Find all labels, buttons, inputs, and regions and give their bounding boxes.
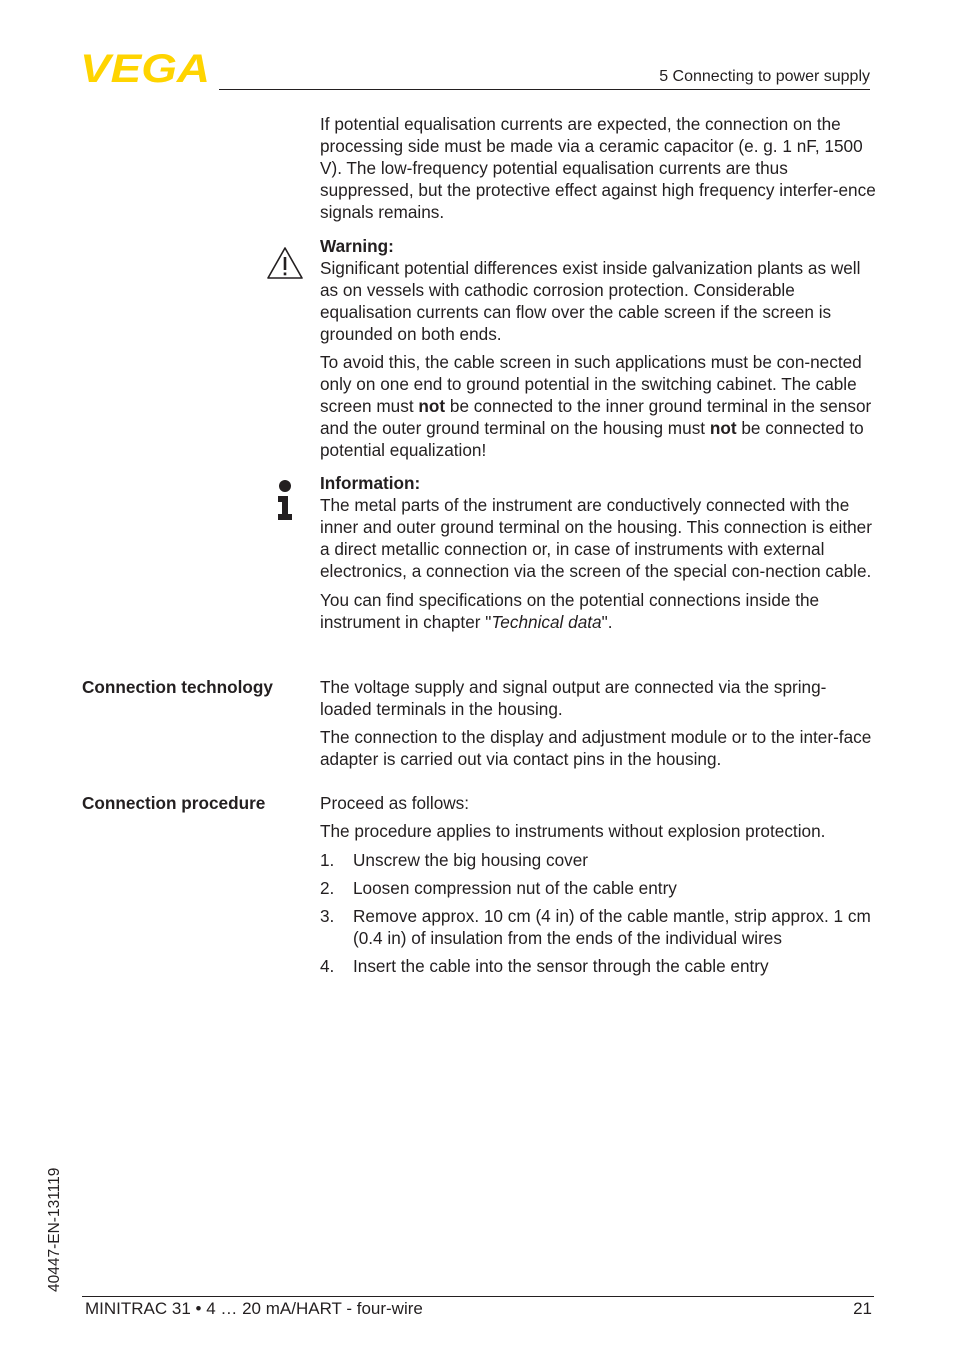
warning-title: Warning: xyxy=(320,236,394,256)
connection-technology-paragraph-1: The voltage supply and signal output are connected via the spring-loaded terminals in the housing. xyxy=(320,677,827,719)
header-section-title: 5 Connecting to power supply xyxy=(659,68,870,85)
document-id: 40447-EN-131119 xyxy=(46,1167,63,1292)
information-title: Information: xyxy=(320,473,421,493)
connection-procedure-label: Connection procedure xyxy=(82,793,266,813)
footer-divider xyxy=(82,1296,874,1297)
procedure-step xyxy=(320,905,876,949)
procedure-intro: Proceed as follows: xyxy=(320,793,470,813)
warning-triangle-icon xyxy=(266,246,304,280)
connection-technology-label: Connection technology xyxy=(82,677,273,697)
svg-text:VEGA: VEGA xyxy=(80,50,210,84)
information-section xyxy=(320,472,876,633)
warning-p2-part-a: To avoid this, the cable screen in such applications must be con-nected only on one end to ground potential in the switching cabinet. The cable screen must xyxy=(320,352,862,416)
step-number: 4. xyxy=(320,956,335,976)
warning-paragraph-1: Significant potential differences exist inside galvanization plants as well as on vessels with cathodic corrosion protection. Considerable equalisation currents can flow over the cable screen if the screen is grounded on both ends. xyxy=(320,258,861,344)
warning-paragraph-2 xyxy=(320,351,876,461)
step-text: Remove approx. 10 cm (4 in) of the cable mantle, strip approx. 1 cm (0.4 in) of insulation from the ends of the individual wires xyxy=(353,906,871,948)
footer-product-name: MINITRAC 31 • 4 … 20 mA/HART - four-wire xyxy=(85,1299,423,1318)
intro-paragraph: If potential equalisation currents are expected, the connection on the processing side must be made via a ceramic capacitor (e. g. 1 nF, 1500 V). The low-frequency potential equalisation currents are thus suppressed, but the protective effect against high frequency interfer-ence signals remains. xyxy=(320,114,876,222)
procedure-step xyxy=(320,955,876,977)
step-text: Unscrew the big housing cover xyxy=(353,850,589,870)
procedure-scope: The procedure applies to instruments without explosion protection. xyxy=(320,821,826,841)
vega-logo xyxy=(80,50,212,84)
information-p2-part-a: You can find specifications on the potential connections inside the instrument in chapter " xyxy=(320,590,820,632)
warning-p2-part-c: be connected to the inner ground terminal in the sensor and the outer ground terminal on the housing must xyxy=(320,396,872,438)
procedure-steps xyxy=(320,849,876,977)
warning-p2-emphasis-2: not xyxy=(709,418,737,438)
step-number: 1. xyxy=(320,850,335,870)
info-icon xyxy=(275,479,295,521)
step-number: 2. xyxy=(320,878,335,898)
intro-section xyxy=(320,113,876,223)
procedure-step xyxy=(320,849,876,871)
step-text: Loosen compression nut of the cable entry xyxy=(353,878,677,898)
connection-technology-section xyxy=(320,676,876,770)
header-divider xyxy=(219,89,870,90)
connection-procedure-section xyxy=(320,792,876,977)
information-paragraph-1: The metal parts of the instrument are conductively connected with the inner and outer ground terminal on the housing. This connection is either a direct metallic connection or, in case of instruments with external electronics, a connection via the screen of the special con-nection cable. xyxy=(320,495,872,581)
information-p2-part-c: ". xyxy=(601,612,613,632)
warning-p2-emphasis-1: not xyxy=(418,396,446,416)
technical-data-reference: Technical data xyxy=(491,612,602,632)
step-number: 3. xyxy=(320,906,335,926)
step-text: Insert the cable into the sensor through the cable entry xyxy=(353,956,769,976)
warning-p2-part-e: be connected to potential equalization! xyxy=(320,418,864,460)
procedure-step xyxy=(320,877,876,899)
connection-technology-paragraph-2: The connection to the display and adjustment module or to the inter-face adapter is carried out via contact pins in the housing. xyxy=(320,727,872,769)
information-paragraph-2 xyxy=(320,589,876,633)
warning-section xyxy=(320,235,876,461)
page-number: 21 xyxy=(853,1299,872,1318)
